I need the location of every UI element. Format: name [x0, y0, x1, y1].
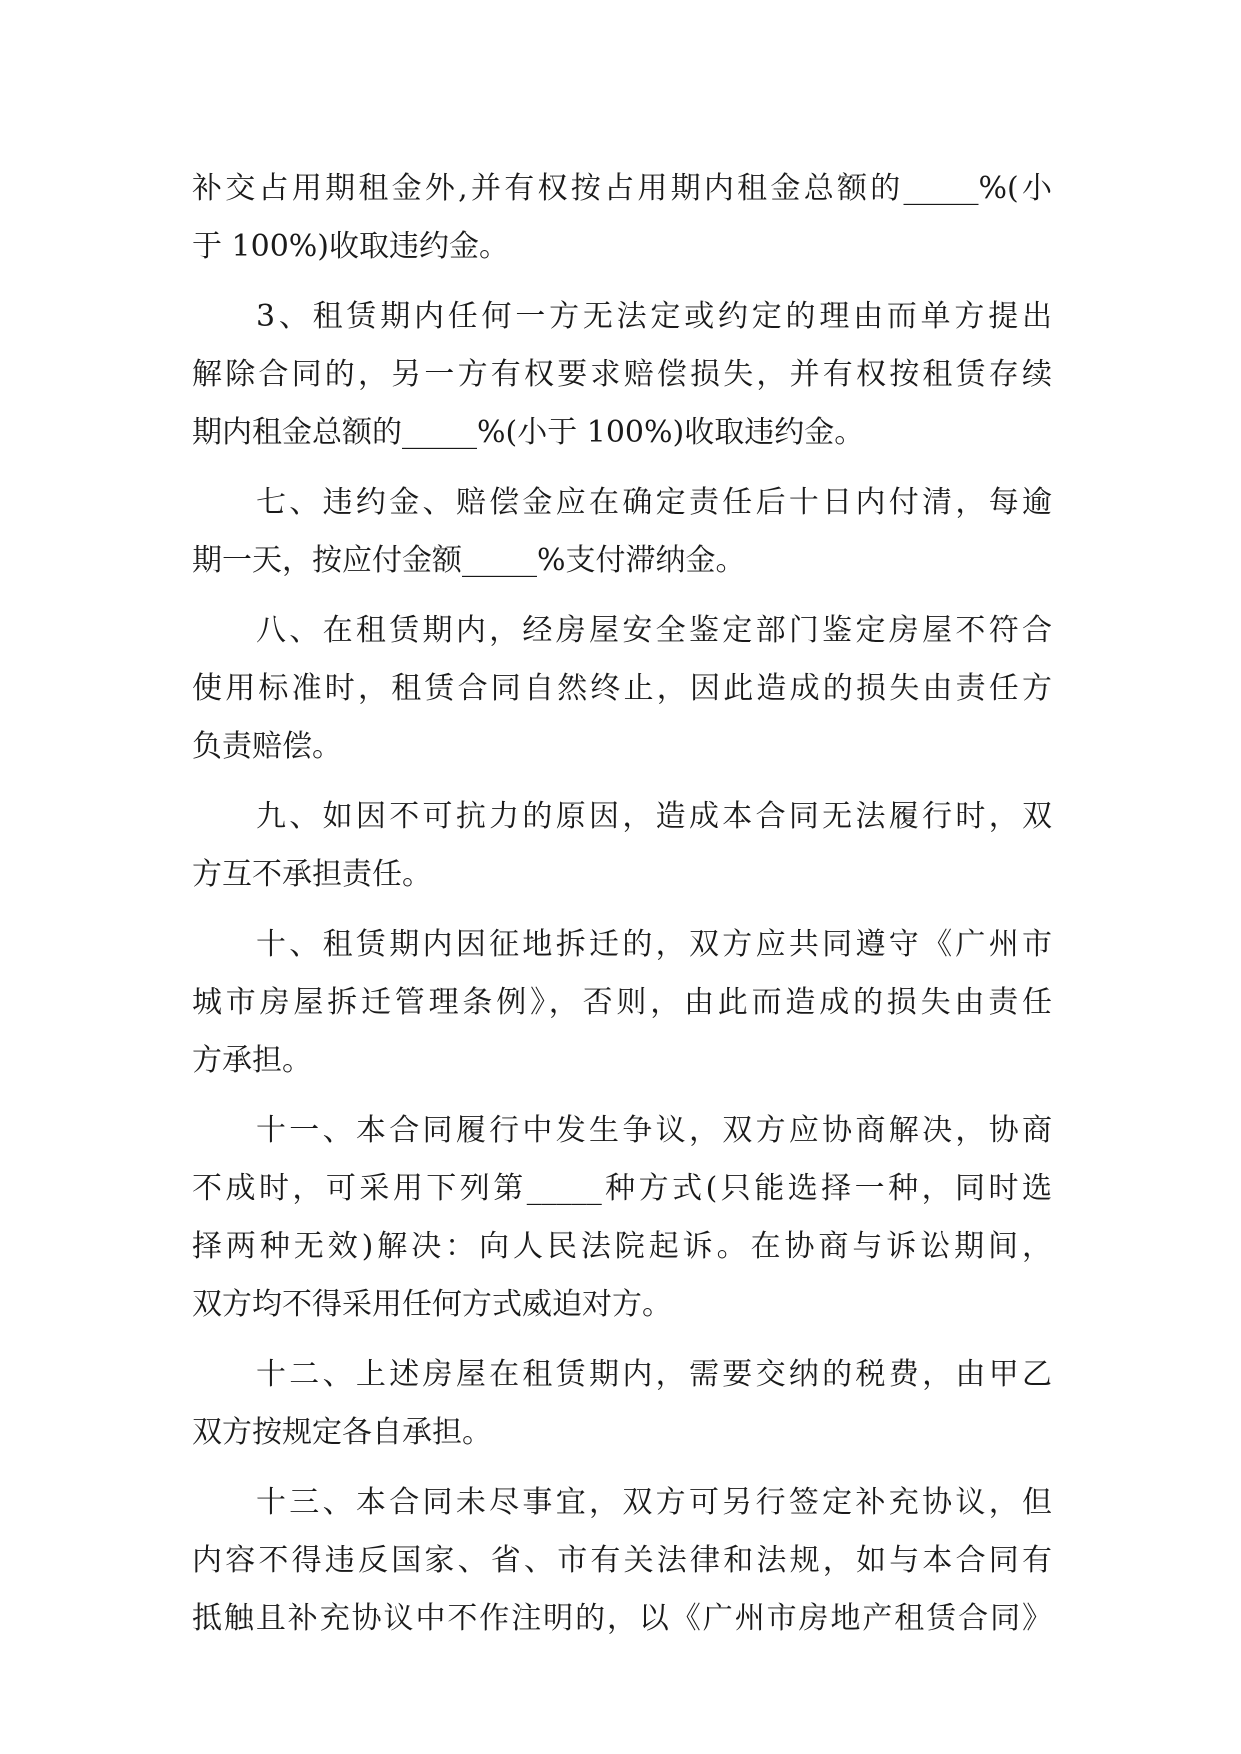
- text-line: 十三、本合同未尽事宜，双方可另行签定补充协议，但: [256, 1485, 1052, 1520]
- text-line: 七、违约金、赔偿金应在确定责任后十日内付清，每逾: [256, 485, 1052, 520]
- text-line: 十一、本合同履行中发生争议，双方应协商解决，协商: [256, 1113, 1052, 1148]
- text-line: 方互不承担责任。: [192, 857, 432, 892]
- text-line: 城市房屋拆迁管理条例》，否则，由此而造成的损失由责任: [192, 985, 1052, 1020]
- text-line: 期一天，按应付金额_____%支付滞纳金。: [192, 543, 746, 578]
- text-line: 抵触且补充协议中不作注明的，以《广州市房地产租赁合同》: [192, 1601, 1052, 1636]
- text-line: 3、租赁期内任何一方无法定或约定的理由而单方提出: [256, 299, 1052, 334]
- paragraph-clause-12: [192, 1346, 1052, 1462]
- text-line: 内容不得违反国家、省、市有关法律和法规，如与本合同有: [192, 1543, 1052, 1578]
- text-line: 不成时，可采用下列第_____种方式(只能选择一种，同时选: [192, 1171, 1052, 1206]
- text-line: 方承担。: [192, 1043, 312, 1078]
- text-line: 期内租金总额的_____%(小于 100%)收取违约金。: [192, 415, 865, 450]
- text-line: 八、在租赁期内，经房屋安全鉴定部门鉴定房屋不符合: [256, 613, 1052, 648]
- paragraph-penalty-occupancy: [192, 160, 1052, 276]
- text-line: 双方按规定各自承担。: [192, 1415, 492, 1450]
- paragraph-clause-8: [192, 602, 1052, 776]
- paragraph-clause-11: [192, 1102, 1052, 1334]
- paragraph-clause-10: [192, 916, 1052, 1090]
- text-line: 十、租赁期内因征地拆迁的，双方应共同遵守《广州市: [256, 927, 1052, 962]
- paragraph-clause-7: [192, 474, 1052, 590]
- document-body: [192, 160, 1052, 1648]
- text-line: 使用标准时，租赁合同自然终止，因此造成的损失由责任方: [192, 671, 1052, 706]
- paragraph-clause-3: [192, 288, 1052, 462]
- paragraph-clause-9: [192, 788, 1052, 904]
- text-line: 解除合同的，另一方有权要求赔偿损失，并有权按租赁存续: [192, 357, 1052, 392]
- text-line: 负责赔偿。: [192, 729, 342, 764]
- text-line: 于 100%)收取违约金。: [192, 229, 510, 264]
- text-line: 九、如因不可抗力的原因，造成本合同无法履行时，双: [256, 799, 1052, 834]
- text-line: 十二、上述房屋在租赁期内，需要交纳的税费，由甲乙: [256, 1357, 1052, 1392]
- text-line: 择两种无效)解决：向人民法院起诉。在协商与诉讼期间，: [192, 1229, 1052, 1264]
- text-line: 双方均不得采用任何方式威迫对方。: [192, 1287, 672, 1322]
- paragraph-clause-13: [192, 1474, 1052, 1648]
- text-line: 补交占用期租金外,并有权按占用期内租金总额的_____%(小: [192, 171, 1052, 206]
